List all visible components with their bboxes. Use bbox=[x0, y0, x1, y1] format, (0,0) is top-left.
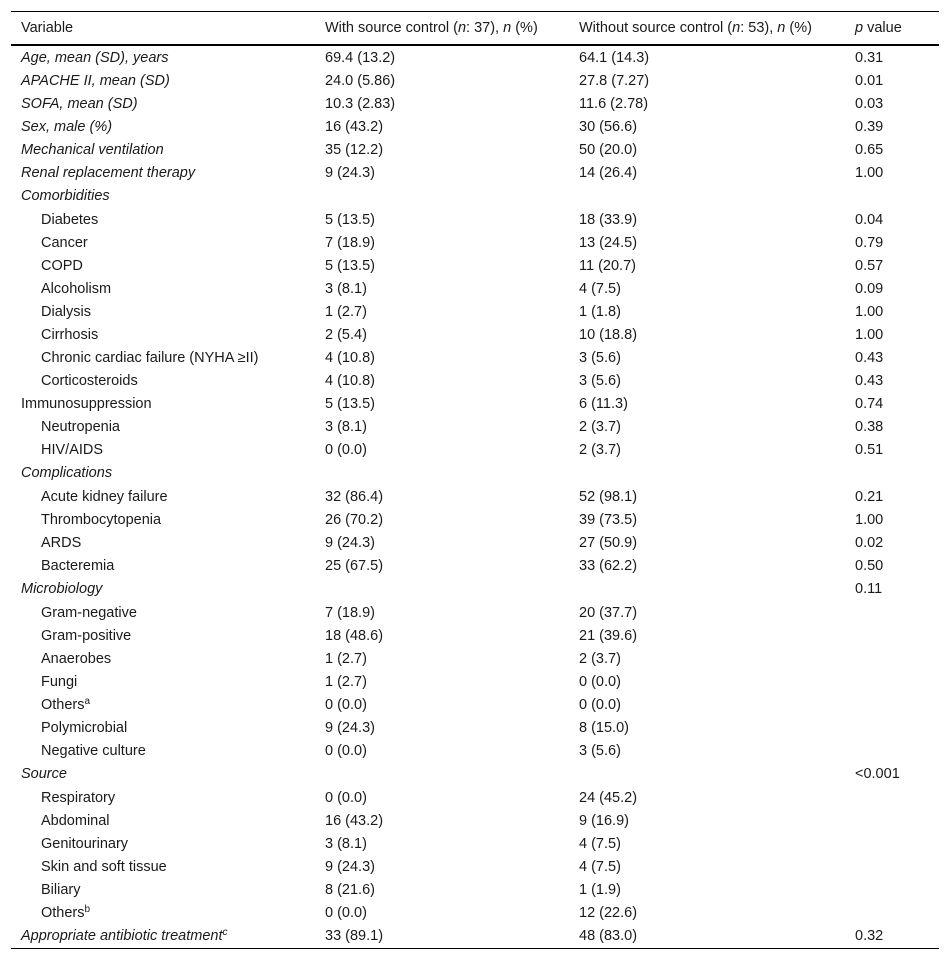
row-label: Abdominal bbox=[41, 812, 110, 829]
without-value: 3 (5.6) bbox=[579, 742, 621, 759]
with-value: 7 (18.9) bbox=[325, 604, 375, 621]
table-row bbox=[11, 323, 939, 346]
without-value: 48 (83.0) bbox=[569, 924, 845, 949]
without-value: 20 (37.7) bbox=[579, 604, 638, 621]
with-value: 9 (24.3) bbox=[325, 719, 375, 736]
with-value: 7 (18.9) bbox=[325, 234, 375, 251]
characteristics-table bbox=[11, 11, 939, 949]
header-variable: Variable bbox=[11, 12, 315, 46]
without-value: 14 (26.4) bbox=[579, 164, 638, 181]
table-row bbox=[11, 878, 939, 901]
row-label: Thrombocytopenia bbox=[41, 511, 162, 528]
table-row bbox=[11, 138, 939, 161]
without-value: 10 (18.8) bbox=[579, 326, 638, 343]
category-label: Complications bbox=[21, 465, 113, 481]
with-value: 3 (8.1) bbox=[325, 280, 367, 297]
p-value: 0.32 bbox=[845, 924, 939, 949]
with-value: 0 (0.0) bbox=[325, 742, 367, 759]
without-value: 52 (98.1) bbox=[579, 488, 638, 505]
p-value: 0.04 bbox=[855, 211, 884, 228]
with-value: 0 (0.0) bbox=[325, 789, 367, 806]
p-value: 1.00 bbox=[855, 164, 884, 181]
p-value: 1.00 bbox=[855, 511, 884, 528]
without-value: 4 (7.5) bbox=[579, 858, 621, 875]
header-without-source-control: Without source control (n: 53), n (%) bbox=[569, 12, 845, 46]
row-label: Chronic cardiac failure (NYHA ≥II) bbox=[41, 349, 259, 366]
without-value: 0 (0.0) bbox=[579, 673, 621, 690]
p-value: 0.43 bbox=[855, 372, 884, 389]
row-label: Bacteremia bbox=[41, 557, 115, 574]
with-value: 10.3 (2.83) bbox=[325, 95, 396, 112]
without-value: 3 (5.6) bbox=[579, 349, 621, 366]
row-label: Negative culture bbox=[41, 742, 146, 759]
row-label: COPD bbox=[41, 257, 83, 274]
without-value: 6 (11.3) bbox=[579, 395, 628, 412]
with-value: 3 (8.1) bbox=[325, 835, 367, 852]
row-label: Immunosuppression bbox=[21, 395, 152, 412]
row-label: Genitourinary bbox=[41, 835, 129, 852]
table-row bbox=[11, 92, 939, 115]
with-value: 9 (24.3) bbox=[325, 164, 375, 181]
without-value: 4 (7.5) bbox=[579, 280, 621, 297]
row-label: Fungi bbox=[41, 673, 78, 690]
p-value: 1.00 bbox=[855, 326, 884, 343]
table-row bbox=[11, 716, 939, 739]
without-value: 33 (62.2) bbox=[579, 557, 638, 574]
table-row bbox=[11, 45, 939, 69]
with-value: 0 (0.0) bbox=[325, 904, 367, 921]
p-value: 0.38 bbox=[855, 418, 884, 435]
row-label: SOFA, mean (SD) bbox=[21, 95, 138, 112]
category-label: Source bbox=[21, 766, 67, 782]
table-row bbox=[11, 392, 939, 415]
p-value: 0.09 bbox=[855, 280, 884, 297]
with-value: 5 (13.5) bbox=[325, 257, 375, 274]
row-label: Cirrhosis bbox=[41, 326, 99, 343]
table-row bbox=[11, 670, 939, 693]
without-value: 1 (1.9) bbox=[579, 881, 621, 898]
table-row bbox=[11, 508, 939, 531]
table-row bbox=[11, 832, 939, 855]
with-value: 1 (2.7) bbox=[325, 303, 367, 320]
table-row bbox=[11, 855, 939, 878]
footnote-marker: b bbox=[84, 903, 91, 915]
footnote-marker: c bbox=[222, 927, 228, 938]
with-value: 35 (12.2) bbox=[325, 141, 384, 158]
table-row bbox=[11, 115, 939, 138]
without-value: 24 (45.2) bbox=[579, 789, 638, 806]
table-row bbox=[11, 438, 939, 461]
category-row-source bbox=[11, 762, 939, 786]
p-value: 0.01 bbox=[855, 72, 884, 89]
row-label: Appropriate antibiotic treatment$^c$ bbox=[11, 924, 315, 949]
with-value: 4 (10.8) bbox=[325, 349, 375, 366]
category-row-comorbidities bbox=[11, 184, 939, 208]
without-value: 13 (24.5) bbox=[579, 234, 638, 251]
with-value: 24.0 (5.86) bbox=[325, 72, 396, 89]
p-value: 0.43 bbox=[855, 349, 884, 366]
p-value: 0.03 bbox=[855, 95, 884, 112]
without-value: 2 (3.7) bbox=[579, 441, 621, 458]
p-value: 0.65 bbox=[855, 141, 884, 158]
without-value: 27 (50.9) bbox=[579, 534, 638, 551]
p-value: 0.51 bbox=[855, 441, 884, 458]
table-row bbox=[11, 69, 939, 92]
p-value: <0.001 bbox=[855, 766, 900, 782]
with-value: 9 (24.3) bbox=[325, 858, 375, 875]
without-value: 8 (15.0) bbox=[579, 719, 629, 736]
with-value: 0 (0.0) bbox=[325, 696, 367, 713]
with-value: 2 (5.4) bbox=[325, 326, 367, 343]
without-value: 1 (1.8) bbox=[579, 303, 621, 320]
without-value: 11 (20.7) bbox=[579, 257, 636, 274]
category-row-microbiology bbox=[11, 577, 939, 601]
category-label: Comorbidities bbox=[21, 188, 110, 204]
with-value: 0 (0.0) bbox=[325, 441, 367, 458]
without-value: 64.1 (14.3) bbox=[579, 49, 650, 66]
p-value: 0.50 bbox=[855, 557, 884, 574]
without-value: 27.8 (7.27) bbox=[579, 72, 650, 89]
row-label: Gram-negative bbox=[41, 604, 137, 621]
without-value: 2 (3.7) bbox=[579, 650, 621, 667]
p-value: 0.79 bbox=[855, 234, 884, 251]
row-label: Alcoholism bbox=[41, 280, 112, 297]
header-with-source-control: With source control (n: 37), n (%) bbox=[315, 12, 569, 46]
table-row bbox=[11, 369, 939, 392]
p-value: 0.21 bbox=[855, 488, 884, 505]
without-value: 9 (16.9) bbox=[579, 812, 629, 829]
table-row bbox=[11, 601, 939, 624]
table-row bbox=[11, 231, 939, 254]
with-value: 5 (13.5) bbox=[325, 211, 375, 228]
table-row bbox=[11, 809, 939, 832]
row-label: Dialysis bbox=[41, 303, 91, 320]
with-value: 18 (48.6) bbox=[325, 627, 384, 644]
with-value: 32 (86.4) bbox=[325, 488, 384, 505]
table-row bbox=[11, 786, 939, 809]
row-label: Neutropenia bbox=[41, 418, 120, 435]
row-label: HIV/AIDS bbox=[41, 441, 104, 458]
without-value: 39 (73.5) bbox=[579, 511, 638, 528]
header-p-value: p value bbox=[845, 12, 939, 46]
with-value: 16 (43.2) bbox=[325, 812, 384, 829]
p-value: 0.02 bbox=[855, 534, 884, 551]
p-value: 0.74 bbox=[855, 395, 884, 412]
table-row bbox=[11, 208, 939, 231]
table-row bbox=[11, 300, 939, 323]
row-label: Skin and soft tissue bbox=[41, 858, 167, 875]
row-label: ARDS bbox=[41, 534, 82, 551]
row-label: Gram-positive bbox=[41, 627, 132, 644]
without-value: 11.6 (2.78) bbox=[579, 95, 649, 112]
table-row bbox=[11, 531, 939, 554]
with-value: 33 (89.1) bbox=[315, 924, 569, 949]
table-row bbox=[11, 277, 939, 300]
without-value: 50 (20.0) bbox=[579, 141, 638, 158]
with-value: 25 (67.5) bbox=[325, 557, 384, 574]
p-value: 0.31 bbox=[855, 49, 884, 66]
with-value: 26 (70.2) bbox=[325, 511, 384, 528]
without-value: 3 (5.6) bbox=[579, 372, 621, 389]
p-value: 0.57 bbox=[855, 257, 884, 274]
footnote-marker: a bbox=[84, 695, 91, 707]
row-label: Anaerobes bbox=[41, 650, 112, 667]
p-value: 1.00 bbox=[855, 303, 884, 320]
table-row bbox=[11, 739, 939, 762]
table-row bbox=[11, 901, 939, 924]
row-label: Mechanical ventilation bbox=[21, 141, 164, 158]
row-label: Polymicrobial bbox=[41, 719, 128, 736]
category-label: Microbiology bbox=[21, 581, 103, 597]
table-row bbox=[11, 254, 939, 277]
table-row bbox=[11, 924, 939, 949]
without-value: 4 (7.5) bbox=[579, 835, 621, 852]
without-value: 2 (3.7) bbox=[579, 418, 621, 435]
row-label: Diabetes bbox=[41, 211, 99, 228]
without-value: 12 (22.6) bbox=[579, 904, 638, 921]
row-label: Acute kidney failure bbox=[41, 488, 168, 505]
row-label: Respiratory bbox=[41, 789, 116, 806]
table-row bbox=[11, 161, 939, 184]
table-row bbox=[11, 624, 939, 647]
category-row-complications bbox=[11, 461, 939, 485]
row-label: Cancer bbox=[41, 234, 88, 251]
without-value: 0 (0.0) bbox=[579, 696, 621, 713]
table-row bbox=[11, 693, 939, 716]
without-value: 21 (39.6) bbox=[579, 627, 638, 644]
table-row bbox=[11, 554, 939, 577]
with-value: 1 (2.7) bbox=[325, 673, 367, 690]
table-row bbox=[11, 415, 939, 438]
row-label: Others$^b$ bbox=[41, 903, 91, 921]
with-value: 5 (13.5) bbox=[325, 395, 375, 412]
row-label: Renal replacement therapy bbox=[21, 164, 196, 181]
row-label: Others$^a$ bbox=[41, 695, 91, 713]
row-label: APACHE II, mean (SD) bbox=[21, 72, 170, 89]
with-value: 16 (43.2) bbox=[325, 118, 384, 135]
with-value: 69.4 (13.2) bbox=[325, 49, 396, 66]
with-value: 3 (8.1) bbox=[325, 418, 367, 435]
with-value: 9 (24.3) bbox=[325, 534, 375, 551]
row-label: Age, mean (SD), years bbox=[21, 49, 169, 66]
p-value: 0.39 bbox=[855, 118, 884, 135]
p-value: 0.11 bbox=[855, 581, 883, 597]
table-row bbox=[11, 346, 939, 369]
row-label: Sex, male (%) bbox=[21, 118, 113, 135]
with-value: 4 (10.8) bbox=[325, 372, 375, 389]
without-value: 30 (56.6) bbox=[579, 118, 638, 135]
without-value: 18 (33.9) bbox=[579, 211, 638, 228]
row-label: Corticosteroids bbox=[41, 372, 138, 389]
table-row bbox=[11, 647, 939, 670]
table-header-row bbox=[11, 12, 939, 46]
table-row bbox=[11, 485, 939, 508]
with-value: 1 (2.7) bbox=[325, 650, 367, 667]
with-value: 8 (21.6) bbox=[325, 881, 375, 898]
row-label: Biliary bbox=[41, 881, 81, 898]
